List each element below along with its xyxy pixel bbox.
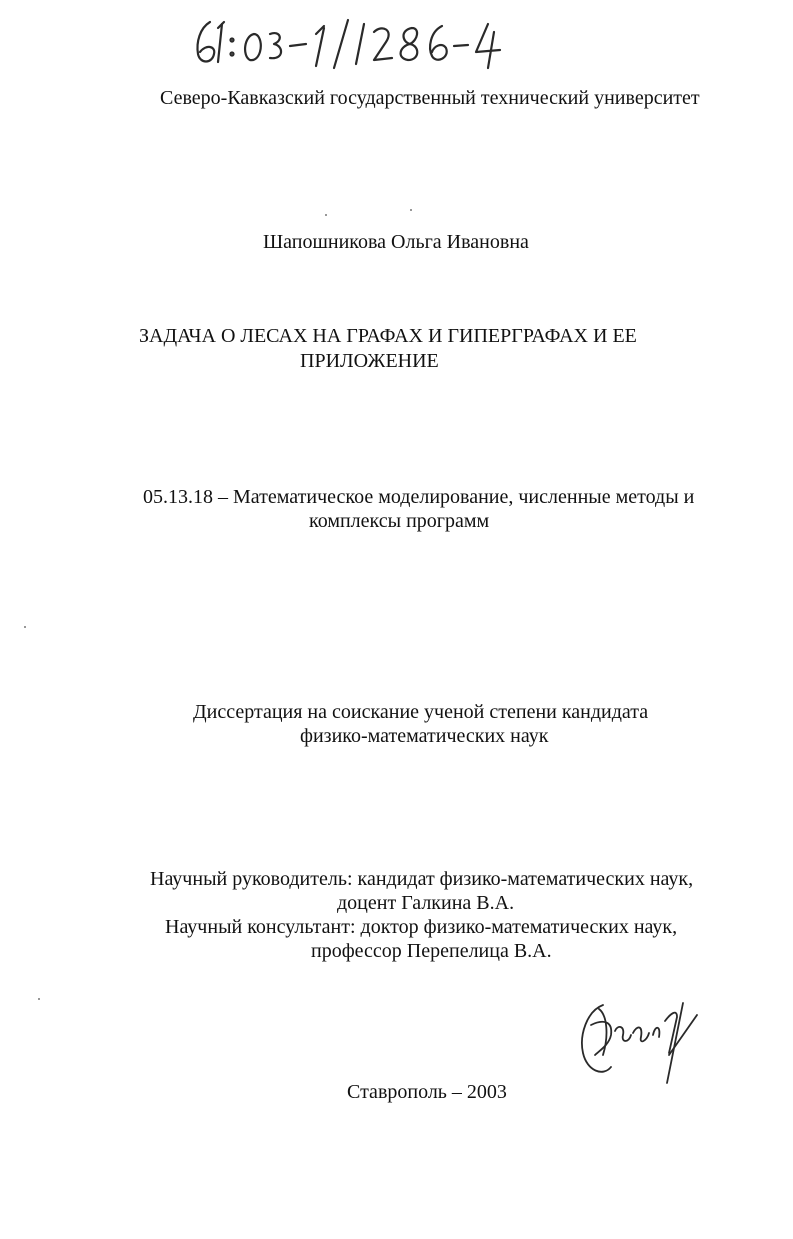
scan-speck [325,214,327,216]
university-name: Северо-Кавказский государственный технический университет [160,87,700,109]
handwritten-signature [573,995,708,1085]
degree-line-1: Диссертация на соискание ученой степени кандидата [193,701,649,723]
supervisor-line-2: доцент Галкина В.А. [337,892,515,914]
thesis-title-line-2: ПРИЛОЖЕНИЕ [300,350,439,372]
specialty-line-2: комплексы программ [309,510,490,532]
consultant-line-2: профессор Перепелица В.А. [311,940,552,962]
place-and-year: Ставрополь – 2003 [347,1081,507,1103]
handwritten-archive-code [188,14,518,74]
author-name: Шапошникова Ольга Ивановна [263,231,529,253]
supervisor-line-1: Научный руководитель: кандидат физико-математических наук, [150,868,694,890]
handwritten-archive-code-drawing [188,14,518,74]
scan-speck [24,626,26,628]
specialty-line-1: 05.13.18 – Математическое моделирование, численные методы и [143,486,695,508]
degree-line-2: физико-математических наук [300,725,549,747]
scan-speck [410,209,412,211]
consultant-line-1: Научный консультант: доктор физико-математических наук, [165,916,678,938]
handwritten-signature-drawing [573,995,708,1085]
scan-speck [38,998,40,1000]
thesis-title-line-1: ЗАДАЧА О ЛЕСАХ НА ГРАФАХ И ГИПЕРГРАФАХ И ЕЕ [139,325,637,347]
